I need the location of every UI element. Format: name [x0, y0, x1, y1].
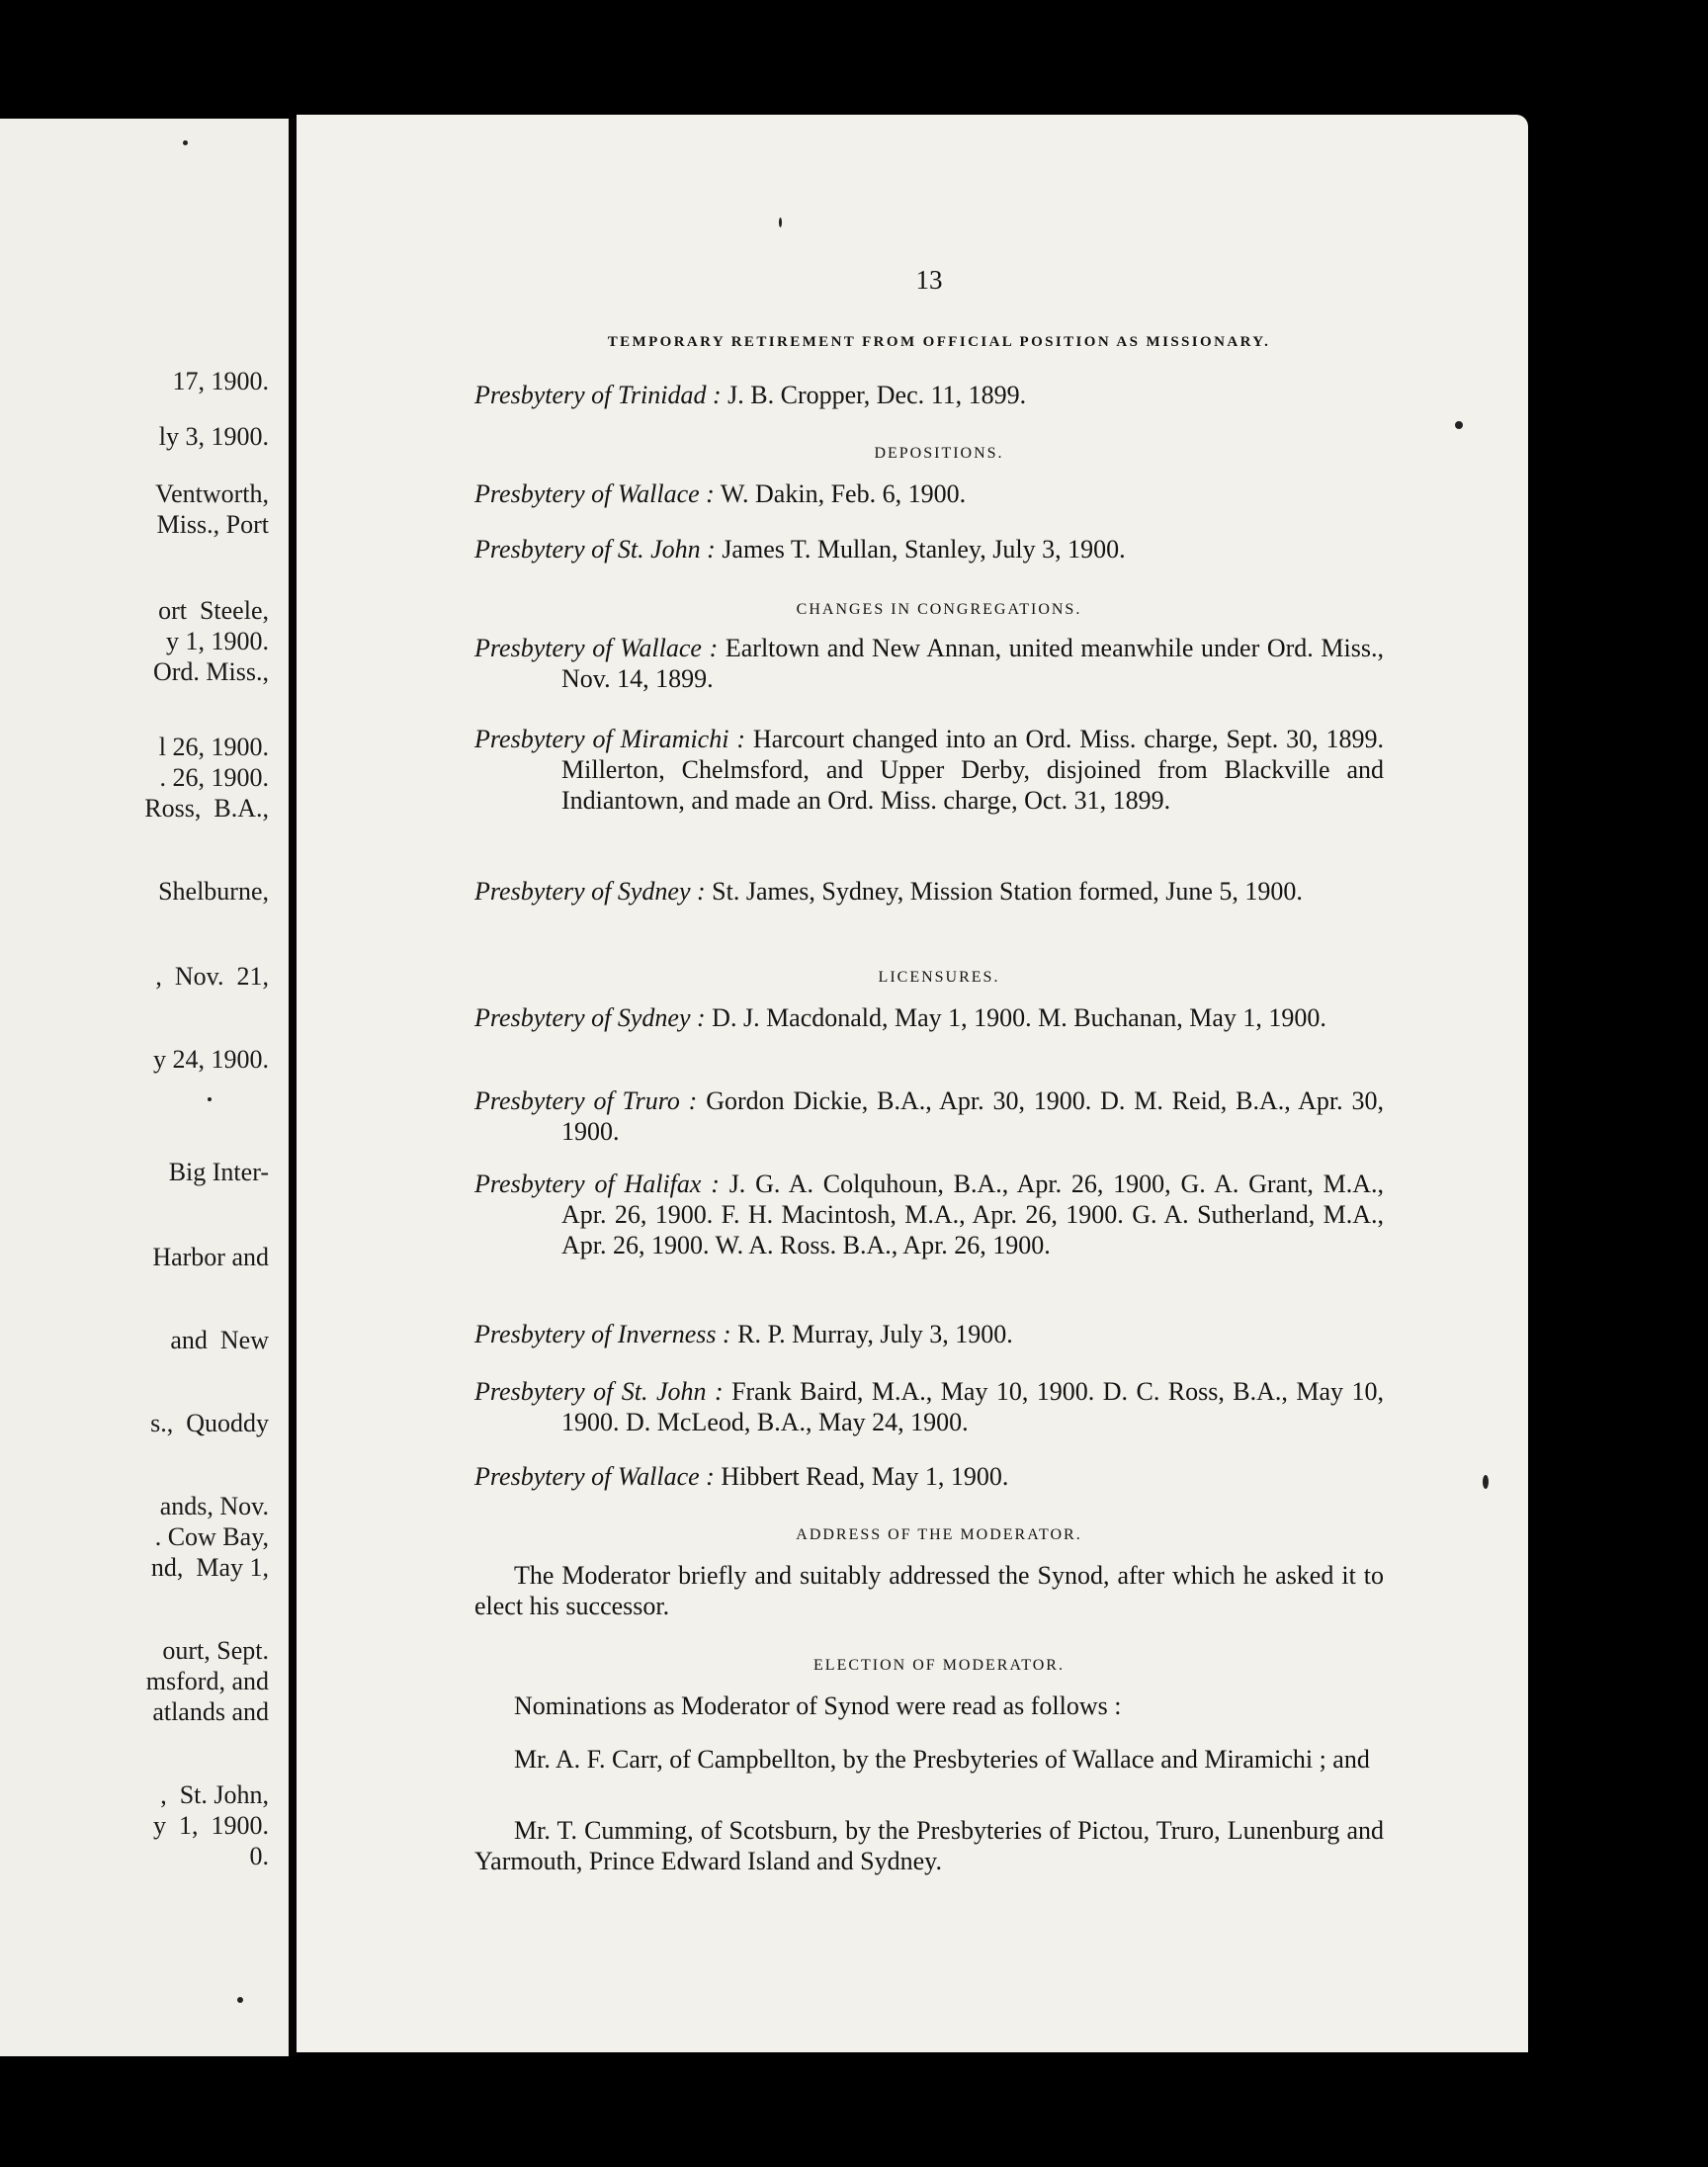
left-fragment: y 1, 1900. — [166, 627, 269, 655]
section-heading-election: ELECTION OF MODERATOR. — [813, 1657, 1065, 1674]
entry-change — [474, 724, 1384, 816]
left-fragment: atlands and — [152, 1697, 269, 1726]
entry-text: Hibbert Read, May 1, 1900. — [721, 1462, 1009, 1491]
entry-text: James T. Mullan, Stanley, July 3, 1900. — [722, 535, 1126, 563]
book-gutter — [289, 119, 297, 2056]
section-heading-changes: CHANGES IN CONGREGATIONS. — [796, 601, 1082, 618]
left-fragment: Shelburne, — [158, 877, 269, 906]
section-heading-temporary-retirement: TEMPORARY RETIREMENT FROM OFFICIAL POSITION AS MISSIONARY. — [607, 334, 1271, 350]
presbytery-name: Presbytery of Wallace : — [474, 479, 715, 508]
left-fragment: , St. John, — [160, 1780, 269, 1809]
left-fragment: Miss., Port — [156, 510, 269, 539]
left-fragment: ort Steele, — [158, 596, 269, 625]
election-intro: Nominations as Moderator of Synod were read as follows : — [514, 1691, 1122, 1720]
presbytery-name: Presbytery of Trinidad : — [474, 381, 722, 409]
entry-change — [474, 633, 1384, 694]
presbytery-name: Presbytery of Inverness : — [474, 1320, 731, 1348]
entry-deposition — [474, 534, 1384, 564]
left-fragment: s., Quoddy — [150, 1409, 269, 1437]
entry-licensure — [474, 1376, 1384, 1437]
entry-temporary-retirement — [474, 380, 1384, 410]
entry-licensure — [474, 1319, 1384, 1349]
left-fragment: . 26, 1900. — [159, 763, 269, 792]
presbytery-name: Presbytery of Truro : — [474, 1086, 698, 1115]
entry-text: D. J. Macdonald, May 1, 1900. M. Buchanan, May 1, 1900. — [712, 1003, 1326, 1032]
presbytery-name: Presbytery of Wallace : — [474, 634, 719, 662]
entry-licensure — [474, 1085, 1384, 1147]
entry-text: St. James, Sydney, Mission Station formed, June 5, 1900. — [712, 877, 1303, 906]
ink-speck — [183, 140, 188, 145]
left-fragment: , Nov. 21, — [155, 962, 269, 991]
entry-licensure — [474, 1002, 1384, 1033]
page-number: 13 — [915, 265, 943, 295]
left-fragment: Ord. Miss., — [152, 657, 269, 686]
entry-text: Gordon Dickie, B.A., Apr. 30, 1900. D. M. Reid, B.A., Apr. 30, 1900. — [561, 1086, 1384, 1146]
left-fragment: y 24, 1900. — [153, 1045, 269, 1074]
section-heading-depositions: DEPOSITIONS. — [874, 445, 1004, 462]
entry-text: Earltown and New Annan, united meanwhile under Ord. Miss., Nov. 14, 1899. — [561, 634, 1385, 693]
presbytery-name: Presbytery of Sydney : — [474, 877, 706, 906]
left-fragment: . Cow Bay, — [154, 1522, 269, 1551]
presbytery-name: Presbytery of Sydney : — [474, 1003, 706, 1032]
left-fragment: Big Inter- — [168, 1158, 269, 1186]
presbytery-name: Presbytery of St. John : — [474, 535, 716, 563]
presbytery-name: Presbytery of Halifax : — [474, 1170, 720, 1198]
left-fragment: ands, Nov. — [159, 1492, 269, 1520]
entry-text: J. B. Cropper, Dec. 11, 1899. — [727, 381, 1027, 409]
entry-licensure — [474, 1461, 1384, 1492]
ink-speck — [1455, 421, 1463, 429]
entry-licensure — [474, 1169, 1384, 1260]
left-fragment: ly 3, 1900. — [158, 422, 269, 451]
left-fragment: and New — [170, 1326, 269, 1354]
ink-speck — [779, 217, 782, 227]
left-fragment: 0. — [249, 1842, 269, 1870]
left-fragment: 17, 1900. — [172, 367, 269, 395]
left-fragment: nd, May 1, — [150, 1553, 269, 1582]
left-fragment: y 1, 1900. — [153, 1811, 269, 1840]
entry-text: W. Dakin, Feb. 6, 1900. — [720, 479, 967, 508]
left-page-fragment — [0, 119, 289, 2056]
address-paragraph: The Moderator briefly and suitably addressed the Synod, after which he asked it to elect his successor. — [474, 1561, 1384, 1620]
entry-deposition — [474, 478, 1384, 509]
ink-speck — [1483, 1475, 1489, 1489]
presbytery-name: Presbytery of Wallace : — [474, 1462, 715, 1491]
presbytery-name: Presbytery of St. John : — [474, 1377, 724, 1406]
presbytery-name: Presbytery of Miramichi : — [474, 725, 745, 753]
nomination-paragraph: Mr. A. F. Carr, of Campbellton, by the Presbyteries of Wallace and Miramichi ; and — [514, 1745, 1370, 1774]
left-fragment: msford, and — [145, 1667, 269, 1695]
left-fragment: Harbor and — [152, 1243, 269, 1271]
left-fragment: Ventworth, — [155, 479, 269, 508]
entry-text: Harcourt changed into an Ord. Miss. charge, Sept. 30, 1899. Millerton, Chelmsford, and Upper Derby, disjoined from Blackville and Indiantown, and made an Ord. Miss. charge, Oct. 31, 1899. — [561, 725, 1384, 815]
left-fragment: l 26, 1900. — [158, 733, 269, 761]
nomination-paragraph: Mr. T. Cumming, of Scotsburn, by the Presbyteries of Pictou, Truro, Lunenburg and Yarmouth, Prince Edward Island and Sydney. — [474, 1816, 1384, 1875]
left-fragment: ourt, Sept. — [162, 1636, 269, 1665]
section-heading-licensures: LICENSURES. — [878, 969, 1000, 986]
left-fragment: Ross, B.A., — [144, 794, 269, 823]
ink-speck — [237, 1997, 243, 2003]
entry-change — [474, 876, 1384, 907]
ink-speck — [208, 1097, 212, 1101]
entry-text: J. G. A. Colquhoun, B.A., Apr. 26, 1900, G. A. Grant, M.A., Apr. 26, 1900. F. H. Macintosh, M.A., Apr. 26, 1900. G. A. Sutherland, M.A., Apr. 26, 1900. W. A. Ross. B.A., Apr. 26, 1900. — [561, 1170, 1385, 1259]
entry-text: R. P. Murray, July 3, 1900. — [737, 1320, 1013, 1348]
section-heading-address: ADDRESS OF THE MODERATOR. — [796, 1526, 1082, 1543]
document-page — [297, 115, 1528, 2052]
entry-text: Frank Baird, M.A., May 10, 1900. D. C. Ross, B.A., May 10, 1900. D. McLeod, B.A., May 24, 1900. — [561, 1377, 1384, 1436]
